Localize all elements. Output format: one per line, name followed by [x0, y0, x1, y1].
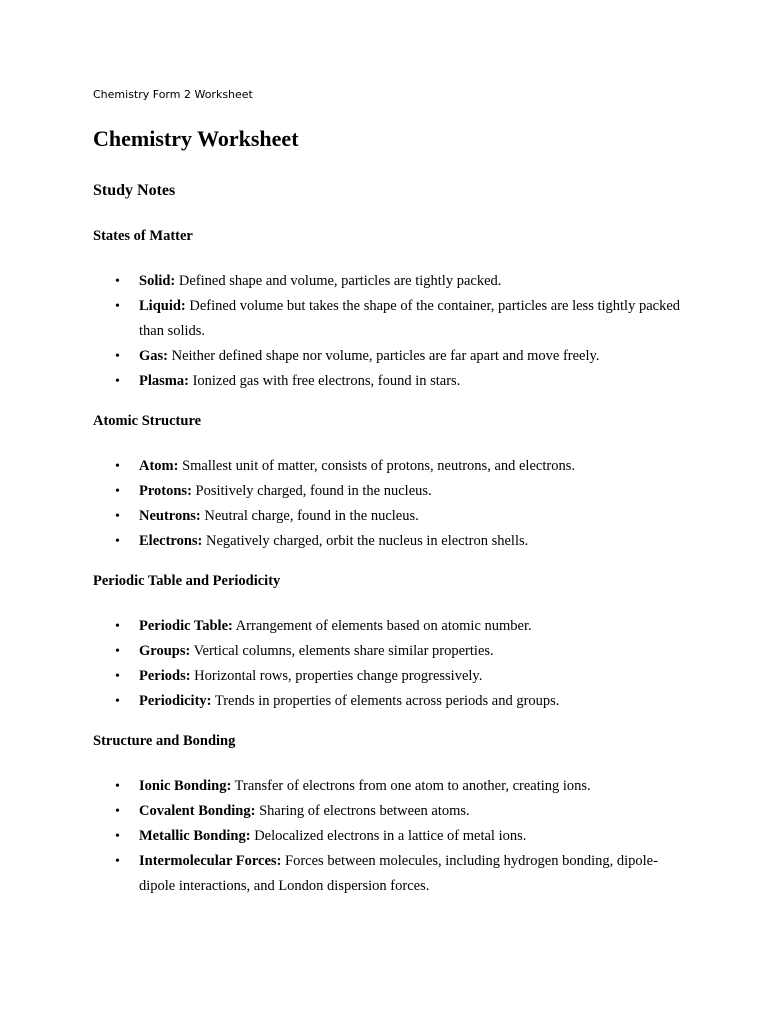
section-structure-and-bonding [93, 732, 693, 899]
list-item [93, 369, 693, 394]
bullet-icon: • [115, 484, 120, 499]
term-definition: Defined shape and volume, particles are tightly packed. [175, 273, 502, 289]
term-definition: Defined volume but takes the shape of the container, particles are less tightly packed than solids. [139, 298, 681, 339]
section-states-of-matter [93, 227, 693, 394]
term-label: Protons: [139, 483, 192, 499]
list-item [93, 639, 693, 664]
list-item [93, 269, 693, 294]
bullet-icon: • [115, 459, 120, 474]
term-label: Periodicity: [139, 693, 212, 709]
document-title: Chemistry Worksheet [93, 126, 299, 151]
bullet-icon: • [115, 644, 120, 659]
section-periodic-table [93, 572, 693, 714]
term-definition: Arrangement of elements based on atomic number. [232, 618, 532, 634]
list-item [93, 529, 693, 554]
term-label: Ionic Bonding: [139, 778, 232, 794]
term-definition: Transfer of electrons from one atom to another, creating ions. [231, 778, 591, 794]
list-item [93, 689, 693, 714]
bullet-icon: • [115, 669, 120, 684]
term-definition: Horizontal rows, properties change progressively. [190, 668, 483, 684]
bullet-icon: • [115, 619, 120, 634]
list-item [93, 799, 693, 824]
bullet-icon: • [115, 829, 120, 844]
bullet-list [93, 614, 693, 714]
section-atomic-structure [93, 412, 693, 554]
term-label: Electrons: [139, 533, 203, 549]
list-item [93, 344, 693, 369]
term-definition: Delocalized electrons in a lattice of metal ions. [250, 828, 527, 844]
section-heading: Structure and Bonding [93, 733, 236, 749]
bullet-icon: • [115, 694, 120, 709]
term-label: Periodic Table: [139, 618, 233, 634]
list-item [93, 849, 693, 899]
term-label: Gas: [139, 348, 168, 364]
term-label: Covalent Bonding: [139, 803, 256, 819]
bullet-list [93, 774, 693, 899]
term-label: Groups: [139, 643, 191, 659]
term-label: Metallic Bonding: [139, 828, 251, 844]
list-item [93, 479, 693, 504]
bullet-icon: • [115, 349, 120, 364]
list-item [93, 664, 693, 689]
list-item [93, 824, 693, 849]
study-notes-heading: Study Notes [93, 182, 176, 199]
bullet-list [93, 269, 693, 394]
term-label: Atom: [139, 458, 179, 474]
term-label: Neutrons: [139, 508, 201, 524]
section-heading: Atomic Structure [93, 413, 202, 429]
list-item [93, 504, 693, 529]
bullet-icon: • [115, 299, 120, 314]
bullet-icon: • [115, 374, 120, 389]
running-header: Chemistry Form 2 Worksheet [93, 88, 253, 101]
term-definition: Smallest unit of matter, consists of protons, neutrons, and electrons. [178, 458, 575, 474]
term-definition: Sharing of electrons between atoms. [255, 803, 470, 819]
list-item [93, 774, 693, 799]
term-label: Plasma: [139, 373, 189, 389]
term-definition: Neither defined shape nor volume, particles are far apart and move freely. [168, 348, 600, 364]
section-heading: States of Matter [93, 228, 193, 244]
term-definition: Vertical columns, elements share similar properties. [190, 643, 494, 659]
term-label: Intermolecular Forces: [139, 853, 282, 869]
list-item [93, 294, 693, 344]
term-label: Solid: [139, 273, 176, 289]
term-definition: Forces between molecules, including hydrogen bonding, dipole-dipole interactions, and London dispersion forces. [139, 853, 658, 894]
bullet-icon: • [115, 804, 120, 819]
section-heading: Periodic Table and Periodicity [93, 573, 281, 589]
term-definition: Trends in properties of elements across periods and groups. [211, 693, 560, 709]
term-definition: Neutral charge, found in the nucleus. [200, 508, 419, 524]
term-label: Periods: [139, 668, 191, 684]
bullet-icon: • [115, 274, 120, 289]
bullet-icon: • [115, 509, 120, 524]
bullet-icon: • [115, 534, 120, 549]
term-definition: Negatively charged, orbit the nucleus in electron shells. [202, 533, 529, 549]
bullet-icon: • [115, 779, 120, 794]
term-definition: Ionized gas with free electrons, found in stars. [188, 373, 461, 389]
bullet-icon: • [115, 854, 120, 869]
term-definition: Positively charged, found in the nucleus. [191, 483, 432, 499]
term-label: Liquid: [139, 298, 186, 314]
bullet-list [93, 454, 693, 554]
list-item [93, 614, 693, 639]
list-item [93, 454, 693, 479]
